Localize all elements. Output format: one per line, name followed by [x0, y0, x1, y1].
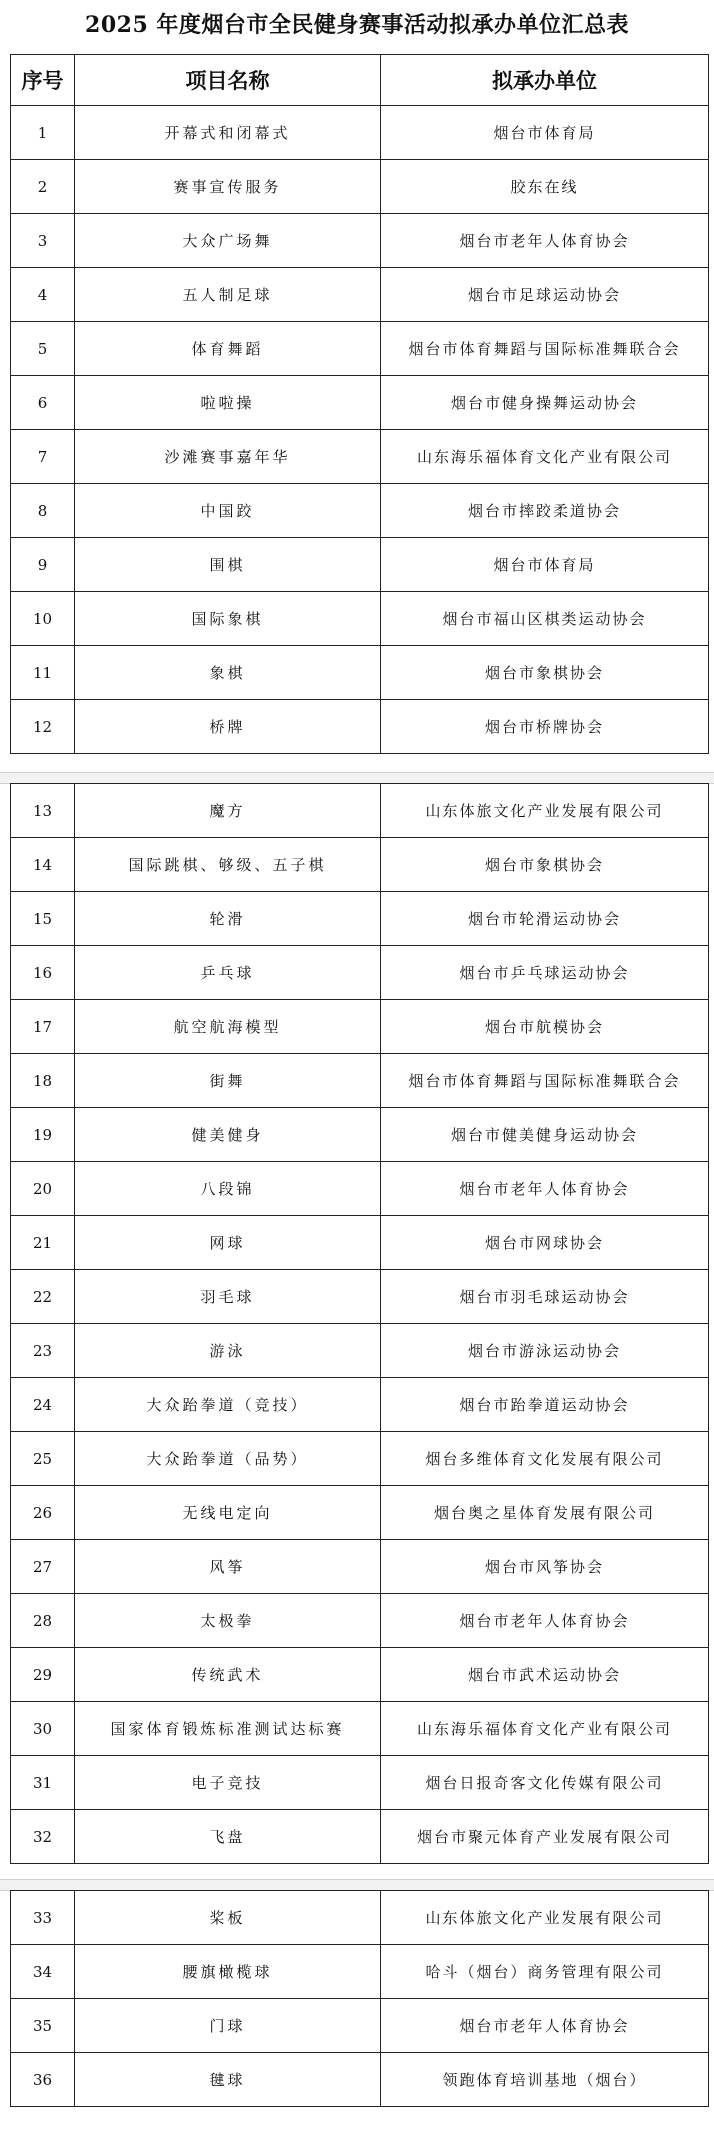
serial-number-cell: 21	[11, 1216, 75, 1270]
table-row	[11, 1648, 709, 1702]
serial-number-cell: 5	[11, 322, 75, 376]
table-row	[11, 838, 709, 892]
serial-number-cell: 16	[11, 946, 75, 1000]
project-name-cell: 体育舞蹈	[75, 322, 381, 376]
project-name-cell: 桥牌	[75, 700, 381, 754]
organizer-cell: 烟台市摔跤柔道协会	[381, 484, 709, 538]
table-row	[11, 1810, 709, 1864]
serial-number-cell: 30	[11, 1702, 75, 1756]
serial-number-cell: 36	[11, 2053, 75, 2107]
table-row	[11, 1378, 709, 1432]
serial-number-cell: 10	[11, 592, 75, 646]
project-name-cell: 大众跆拳道（竞技）	[75, 1378, 381, 1432]
table-row	[11, 1486, 709, 1540]
table-row	[11, 946, 709, 1000]
organizer-cell: 烟台市航模协会	[381, 1000, 709, 1054]
organizer-cell: 烟台市游泳运动协会	[381, 1324, 709, 1378]
organizer-cell: 烟台市老年人体育协会	[381, 1162, 709, 1216]
serial-number-cell: 28	[11, 1594, 75, 1648]
serial-number-cell: 17	[11, 1000, 75, 1054]
project-name-cell: 国际象棋	[75, 592, 381, 646]
table-row	[11, 214, 709, 268]
table-row	[11, 892, 709, 946]
document-title: 2025 年度烟台市全民健身赛事活动拟承办单位汇总表	[85, 12, 629, 38]
serial-number-cell: 9	[11, 538, 75, 592]
organizer-cell: 烟台日报奇客文化传媒有限公司	[381, 1756, 709, 1810]
serial-number-cell: 19	[11, 1108, 75, 1162]
serial-number-cell: 12	[11, 700, 75, 754]
serial-number-cell: 11	[11, 646, 75, 700]
organizer-cell: 烟台市足球运动协会	[381, 268, 709, 322]
project-name-cell: 中国跤	[75, 484, 381, 538]
project-name-cell: 象棋	[75, 646, 381, 700]
table-row	[11, 1324, 709, 1378]
organizer-cell: 山东体旅文化产业发展有限公司	[381, 1891, 709, 1945]
serial-number-cell: 32	[11, 1810, 75, 1864]
organizer-cell: 烟台市武术运动协会	[381, 1648, 709, 1702]
table-header-row	[11, 55, 709, 106]
serial-number-cell: 7	[11, 430, 75, 484]
table-row	[11, 160, 709, 214]
table-row	[11, 538, 709, 592]
project-name-cell: 腰旗橄榄球	[75, 1945, 381, 1999]
table-row	[11, 1270, 709, 1324]
organizer-cell: 烟台市体育局	[381, 106, 709, 160]
project-name-cell: 桨板	[75, 1891, 381, 1945]
table-row	[11, 430, 709, 484]
table-row	[11, 592, 709, 646]
table-row	[11, 1432, 709, 1486]
serial-number-cell: 22	[11, 1270, 75, 1324]
project-name-cell: 传统武术	[75, 1648, 381, 1702]
project-name-cell: 国家体育锻炼标准测试达标赛	[75, 1702, 381, 1756]
organizer-cell: 烟台市健身操舞运动协会	[381, 376, 709, 430]
organizer-cell: 烟台市健美健身运动协会	[381, 1108, 709, 1162]
organizer-cell: 山东海乐福体育文化产业有限公司	[381, 430, 709, 484]
header-organizer: 拟承办单位	[381, 55, 709, 106]
table-row	[11, 784, 709, 838]
project-name-cell: 无线电定向	[75, 1486, 381, 1540]
project-name-cell: 电子竞技	[75, 1756, 381, 1810]
organizer-cell: 烟台市体育舞蹈与国际标准舞联合会	[381, 322, 709, 376]
organizer-cell: 山东体旅文化产业发展有限公司	[381, 784, 709, 838]
serial-number-cell: 3	[11, 214, 75, 268]
serial-number-cell: 6	[11, 376, 75, 430]
table-row	[11, 1999, 709, 2053]
organizer-cell: 领跑体育培训基地（烟台）	[381, 2053, 709, 2107]
header-project-name: 项目名称	[75, 55, 381, 106]
organizer-cell: 烟台市乒乓球运动协会	[381, 946, 709, 1000]
serial-number-cell: 31	[11, 1756, 75, 1810]
table-row	[11, 700, 709, 754]
table-row	[11, 1108, 709, 1162]
serial-number-cell: 15	[11, 892, 75, 946]
serial-number-cell: 18	[11, 1054, 75, 1108]
table-row	[11, 322, 709, 376]
organizer-cell: 烟台奥之星体育发展有限公司	[381, 1486, 709, 1540]
serial-number-cell: 25	[11, 1432, 75, 1486]
table-row	[11, 1162, 709, 1216]
project-name-cell: 围棋	[75, 538, 381, 592]
organizer-cell: 烟台市桥牌协会	[381, 700, 709, 754]
serial-number-cell: 23	[11, 1324, 75, 1378]
table-row	[11, 1540, 709, 1594]
organizer-cell: 烟台市风筝协会	[381, 1540, 709, 1594]
project-name-cell: 五人制足球	[75, 268, 381, 322]
serial-number-cell: 27	[11, 1540, 75, 1594]
organizer-cell: 烟台市羽毛球运动协会	[381, 1270, 709, 1324]
serial-number-cell: 34	[11, 1945, 75, 1999]
organizer-cell: 烟台市网球协会	[381, 1216, 709, 1270]
organizer-cell: 胶东在线	[381, 160, 709, 214]
project-name-cell: 沙滩赛事嘉年华	[75, 430, 381, 484]
table-row	[11, 268, 709, 322]
organizer-cell: 烟台市体育舞蹈与国际标准舞联合会	[381, 1054, 709, 1108]
project-name-cell: 乒乓球	[75, 946, 381, 1000]
table-row	[11, 1702, 709, 1756]
table-row	[11, 1756, 709, 1810]
table-row	[11, 2053, 709, 2107]
table-row	[11, 1216, 709, 1270]
summary-table-part-2	[10, 783, 709, 1864]
serial-number-cell: 13	[11, 784, 75, 838]
organizer-cell: 烟台市老年人体育协会	[381, 1999, 709, 2053]
serial-number-cell: 8	[11, 484, 75, 538]
project-name-cell: 航空航海模型	[75, 1000, 381, 1054]
table-row	[11, 1594, 709, 1648]
serial-number-cell: 24	[11, 1378, 75, 1432]
table-row	[11, 1891, 709, 1945]
serial-number-cell: 35	[11, 1999, 75, 2053]
organizer-cell: 烟台市聚元体育产业发展有限公司	[381, 1810, 709, 1864]
project-name-cell: 毽球	[75, 2053, 381, 2107]
project-name-cell: 网球	[75, 1216, 381, 1270]
project-name-cell: 八段锦	[75, 1162, 381, 1216]
organizer-cell: 烟台市象棋协会	[381, 646, 709, 700]
project-name-cell: 大众跆拳道（品势）	[75, 1432, 381, 1486]
table-row	[11, 646, 709, 700]
organizer-cell: 烟台多维体育文化发展有限公司	[381, 1432, 709, 1486]
serial-number-cell: 29	[11, 1648, 75, 1702]
organizer-cell: 烟台市轮滑运动协会	[381, 892, 709, 946]
serial-number-cell: 4	[11, 268, 75, 322]
project-name-cell: 啦啦操	[75, 376, 381, 430]
project-name-cell: 街舞	[75, 1054, 381, 1108]
table-row	[11, 376, 709, 430]
serial-number-cell: 2	[11, 160, 75, 214]
project-name-cell: 国际跳棋、够级、五子棋	[75, 838, 381, 892]
table-row	[11, 1054, 709, 1108]
project-name-cell: 游泳	[75, 1324, 381, 1378]
project-name-cell: 赛事宣传服务	[75, 160, 381, 214]
summary-table-part-3	[10, 1890, 709, 2107]
project-name-cell: 太极拳	[75, 1594, 381, 1648]
organizer-cell: 烟台市老年人体育协会	[381, 1594, 709, 1648]
organizer-cell: 烟台市老年人体育协会	[381, 214, 709, 268]
project-name-cell: 魔方	[75, 784, 381, 838]
organizer-cell: 烟台市象棋协会	[381, 838, 709, 892]
organizer-cell: 烟台市体育局	[381, 538, 709, 592]
project-name-cell: 门球	[75, 1999, 381, 2053]
serial-number-cell: 20	[11, 1162, 75, 1216]
table-row	[11, 106, 709, 160]
table-row	[11, 1000, 709, 1054]
organizer-cell: 哈斗（烟台）商务管理有限公司	[381, 1945, 709, 1999]
project-name-cell: 风筝	[75, 1540, 381, 1594]
table-row	[11, 1945, 709, 1999]
summary-table-part-1	[10, 54, 709, 754]
project-name-cell: 飞盘	[75, 1810, 381, 1864]
header-serial-number: 序号	[11, 55, 75, 106]
project-name-cell: 健美健身	[75, 1108, 381, 1162]
table-row	[11, 484, 709, 538]
organizer-cell: 山东海乐福体育文化产业有限公司	[381, 1702, 709, 1756]
project-name-cell: 羽毛球	[75, 1270, 381, 1324]
project-name-cell: 轮滑	[75, 892, 381, 946]
serial-number-cell: 1	[11, 106, 75, 160]
serial-number-cell: 26	[11, 1486, 75, 1540]
organizer-cell: 烟台市跆拳道运动协会	[381, 1378, 709, 1432]
project-name-cell: 大众广场舞	[75, 214, 381, 268]
serial-number-cell: 14	[11, 838, 75, 892]
project-name-cell: 开幕式和闭幕式	[75, 106, 381, 160]
serial-number-cell: 33	[11, 1891, 75, 1945]
organizer-cell: 烟台市福山区棋类运动协会	[381, 592, 709, 646]
